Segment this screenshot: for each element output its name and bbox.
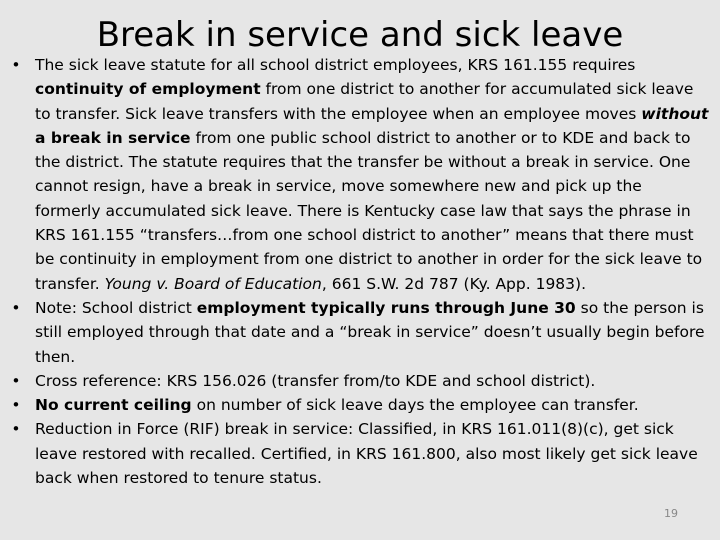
emphasis-without: without: [641, 104, 709, 123]
bullet-text: Reduction in Force (RIF) break in service: Classified, in KRS 161.011(8)(c), get sick leave restored with recalled. Certified, in KRS 161.800, also most likely get sick leave back when restored to tenure status.: [35, 420, 698, 488]
bullet-item-continuity: [4, 53, 712, 296]
bullet-icon: •: [11, 371, 21, 390]
bullet-text: Note: School district: [35, 298, 197, 317]
slide-title: Break in service and sick leave: [96, 14, 624, 55]
bullet-text: a: [35, 128, 51, 147]
emphasis-no-ceiling: No current ceiling: [35, 396, 192, 415]
emphasis-continuity: continuity of employment: [35, 80, 261, 99]
case-citation: Young v. Board of Education: [104, 274, 322, 293]
emphasis-break-in-service: break in service: [50, 128, 191, 147]
bullet-icon: •: [11, 396, 21, 415]
bullet-item-ceiling: [4, 393, 712, 417]
bullet-icon: •: [11, 56, 21, 74]
bullet-list: [4, 53, 712, 490]
bullet-text: so the person is still employed through that date and a “break in service” doesn’t usually begin before then.: [35, 298, 705, 366]
bullet-text: on number of sick leave days the employee can transfer.: [191, 396, 639, 415]
slide-number: 19: [664, 507, 678, 520]
bullet-icon: •: [11, 298, 21, 317]
bullet-item-note: [4, 296, 712, 369]
bullet-text: from one district to another for accumulated sick leave to transfer. Sick leave transfers with the employee when an employee moves: [35, 80, 694, 123]
bullet-icon: •: [11, 420, 21, 439]
bullet-text: Cross reference: KRS 156.026 (transfer from/to KDE and school district).: [35, 371, 596, 390]
bullet-text: , 661 S.W. 2d 787 (Ky. App. 1983).: [321, 274, 587, 293]
bullet-item-rif: [4, 417, 712, 490]
bullet-text: The sick leave statute for all school district employees, KRS 161.155 requires: [35, 56, 636, 74]
emphasis-june-30: employment typically runs through June 30: [196, 298, 576, 317]
bullet-item-cross-reference: [4, 369, 712, 393]
bullet-text: from one public school district to another or to KDE and back to the district. The statute requires that the transfer be without a break in service. One cannot resign, have a break in service, move somewhere new and pick up the formerly accumulated sick leave. There is Kentucky case law that says the phrase in KRS 161.155 “transfers…from one school district to another” means that there must be continuity in employment from one district to another in order for the sick leave to transfer.: [35, 128, 703, 293]
